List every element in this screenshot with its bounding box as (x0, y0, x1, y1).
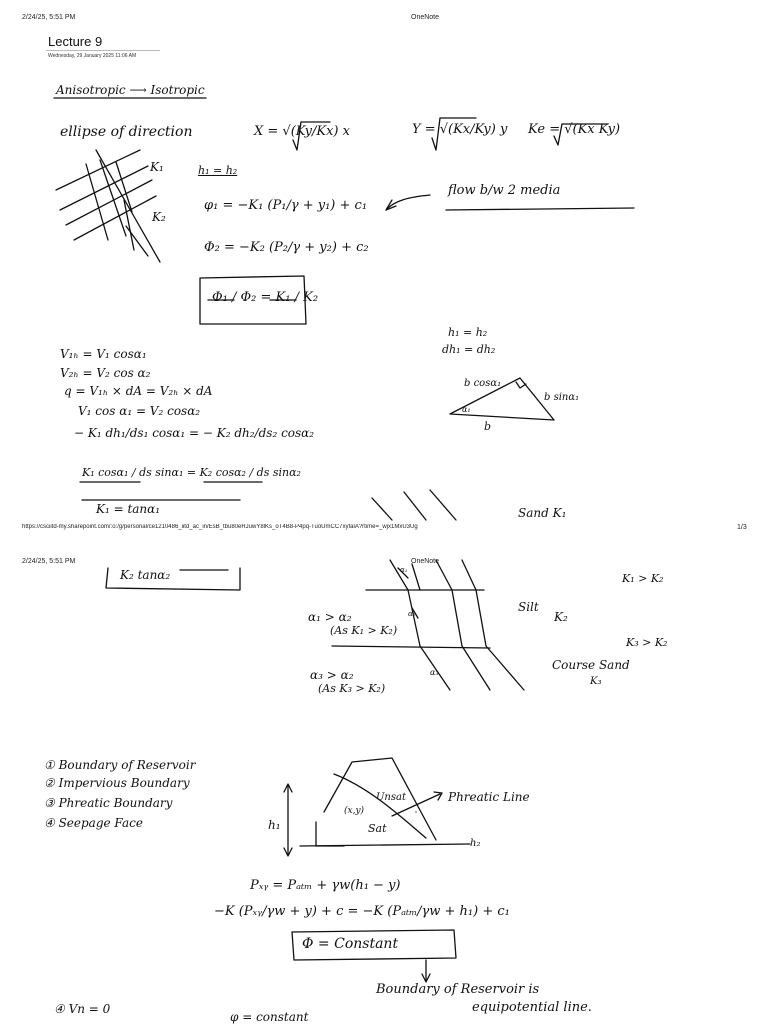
alpha3-mark: α₃ (430, 668, 439, 677)
page-2 (0, 548, 768, 1024)
print-app-name: OneNote (411, 14, 440, 21)
ke-eq: Ke = √(Kx Ky) (528, 122, 621, 137)
as-k1-k2: (As K₁ > K₂) (330, 624, 398, 637)
v2h-eq: V₂ₕ = V₂ cos α₂ (60, 366, 151, 380)
boundary-list-2: ② Impervious Boundary (44, 776, 190, 790)
footer-url: https://csciitd-my.sharepoint.com/:o:/g/personal/ce1210486_iitd_ac_in/EsB_tbu80eRJuwY8lKs_oT4B8-P4pq-TuoUmCC7xyfalA?rtime=_wjx1MxU3Ug (22, 524, 418, 530)
k-tan-eq: K₁ = tanα₁ (96, 502, 161, 516)
k1-gt-k2: K₁ > K₂ (622, 572, 664, 585)
boundary-list-1: ① Boundary of Reservoir (44, 758, 196, 772)
boundary-list-4: ④ Seepage Face (44, 816, 143, 830)
v1h-eq: V₁ₕ = V₁ cosα₁ (60, 347, 147, 361)
print-date-2: 2/24/25, 5:51 PM (22, 558, 76, 565)
k2-label: K₂ (152, 210, 166, 224)
print-app-name-2: OneNote (411, 558, 440, 565)
alpha1-gt-alpha2: α₁ > α₂ (308, 610, 352, 624)
triangle-bsin: b sinα₁ (544, 392, 580, 403)
flow-note: flow b/w 2 media (448, 183, 561, 198)
pressure-eq: Pₓᵧ = Pₐₜₘ + γw(h₁ − y) (250, 878, 401, 893)
aniso-heading: Anisotropic ⟶ Isotropic (56, 83, 205, 97)
coarse-sand-label: Course Sand (552, 658, 630, 672)
phi-constant: Φ = Constant (302, 936, 399, 952)
phi1-eq: φ₁ = −K₁ (P₁/γ + y₁) + c₁ (204, 198, 368, 213)
x-transform: X = √(Ky/Kx) x (254, 124, 350, 139)
alpha2-mark: α₂ (408, 610, 416, 618)
xy-label: (x,y) (344, 806, 365, 816)
phreatic-line-label: Phreatic Line (448, 790, 530, 804)
ellipse-note: ellipse of direction (60, 124, 193, 140)
boundary-note-2: equipotential line. (472, 1000, 592, 1015)
head-equality-2: h₁ = h₂ (448, 326, 488, 339)
footer-page-number: 1/3 (737, 524, 747, 531)
sat-label: Sat (368, 822, 387, 835)
phi-constant-2: φ = constant (230, 1010, 309, 1024)
dh-equality: dh₁ = dh₂ (442, 343, 496, 356)
h1-label: h₁ (268, 818, 281, 832)
k3-layer-label: K₃ (590, 676, 602, 687)
triangle-bcos: b cosα₁ (464, 378, 502, 389)
darcy-eq: − K₁ dh₁/ds₁ cosα₁ = − K₂ dh₂/ds₂ cosα₂ (74, 426, 315, 440)
page-title: Lecture 9 (48, 34, 103, 49)
alpha3-gt-alpha2: α₃ > α₂ (310, 668, 354, 682)
k3-gt-k2: K₃ > K₂ (626, 636, 668, 649)
sand-label: Sand K₁ (518, 506, 567, 520)
as-k3-k2: (As K₃ > K₂) (318, 682, 386, 695)
triangle-alpha: α₁ (462, 405, 471, 414)
potential-eq: −K (Pₓᵧ/γw + y) + c = −K (Pₐₜₘ/γw + h₁) + c₁ (214, 904, 510, 919)
y-transform: Y = √(Kx/Ky) y (412, 122, 508, 137)
k1-label: K₁ (150, 160, 164, 174)
phi2-eq: Φ₂ = −K₂ (P₂/γ + y₂) + c₂ (204, 240, 369, 255)
triangle-b: b (484, 420, 492, 433)
vn-eq: ④ Vn = 0 (54, 1002, 111, 1016)
silt-label: Silt (518, 600, 539, 614)
h2-label: h₂ (470, 838, 481, 849)
vcos-eq: V₁ cos α₁ = V₂ cosα₂ (78, 404, 201, 418)
unsat-label: Unsat (376, 792, 406, 803)
alpha1-mark: α₁ (400, 566, 408, 574)
q-eq: q = V₁ₕ × dA = V₂ₕ × dA (64, 384, 213, 398)
page-date: Wednesday, 29 January 2025 11:06 AM (48, 53, 137, 59)
k-cos-eq: K₁ cosα₁ / ds sinα₁ = K₂ cosα₂ / ds sinα₂ (82, 466, 301, 479)
boundary-list-3: ③ Phreatic Boundary (44, 796, 173, 810)
k2-tan-eq: K₂ tanα₂ (120, 568, 171, 582)
page-break (0, 534, 768, 548)
head-equality: h₁ = h₂ (198, 164, 238, 177)
k2-layer-label: K₂ (554, 610, 568, 624)
phi-ratio: Φ₁ / Φ₂ = K₁ / K₂ (212, 290, 319, 305)
print-date: 2/24/25, 5:51 PM (22, 14, 76, 21)
boundary-note-1: Boundary of Reservoir is (376, 982, 540, 997)
